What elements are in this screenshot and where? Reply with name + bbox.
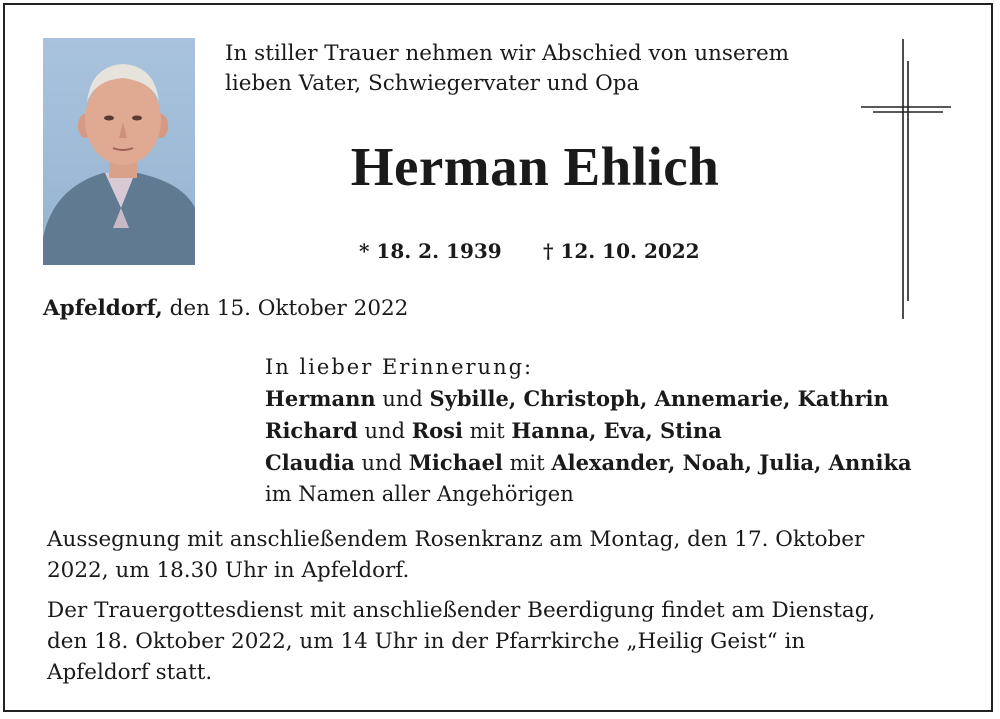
text-line: 2022, um 18.30 Uhr in Apfeldorf. (47, 558, 410, 583)
connector: mit (462, 419, 512, 443)
mourner-name: Hermann (265, 386, 376, 411)
cross-icon (857, 39, 957, 323)
intro-text (225, 39, 865, 99)
obituary-notice (3, 3, 993, 712)
mourners-list (265, 352, 985, 510)
intro-line: In stiller Trauer nehmen wir Abschied von unserem (225, 41, 790, 66)
mourner-name: Rosi (411, 418, 463, 443)
place-town: Apfeldorf, (43, 296, 163, 321)
place-date (43, 296, 408, 321)
portrait-figure (43, 38, 195, 265)
mourner-name: Richard (265, 418, 358, 443)
mourner-name: Claudia (265, 450, 355, 475)
place-date-text: den 15. Oktober 2022 (162, 296, 409, 321)
connector: mit (502, 451, 552, 475)
intro-line: lieben Vater, Schwiegervater und Opa (225, 71, 640, 96)
portrait-photo (43, 38, 195, 265)
funeral-service-text (47, 595, 967, 688)
blessing-service-text (47, 524, 967, 586)
text-line: Apfeldorf statt. (47, 660, 213, 685)
mourners-line (265, 383, 985, 415)
deceased-name: Herman Ehlich (350, 136, 720, 197)
connector: und (354, 451, 409, 475)
text-line: Der Trauergottesdienst mit anschließender Beerdigung findet am Dienstag, (47, 598, 876, 623)
mourners-line (265, 415, 985, 447)
memory-heading: In lieber Erinnerung: (265, 355, 534, 379)
mourner-name: Sybille, Christoph, Annemarie, Kathrin (429, 386, 889, 411)
text-line: Aussegnung mit anschließendem Rosenkranz am Montag, den 17. Oktober (47, 527, 865, 552)
mourners-line (265, 447, 985, 479)
connector: und (375, 387, 430, 411)
mourner-name: Alexander, Noah, Julia, Annika (551, 450, 912, 475)
connector: und (357, 419, 412, 443)
mourner-name: Hanna, Eva, Stina (511, 418, 722, 443)
mourner-name: Michael (408, 450, 503, 475)
text-line: den 18. Oktober 2022, um 14 Uhr in der Pfarrkirche „Heilig Geist“ in (47, 629, 806, 654)
death-date: † 12. 10. 2022 (543, 239, 700, 263)
mourners-closing: im Namen aller Angehörigen (265, 482, 574, 506)
birth-date: * 18. 2. 1939 (359, 239, 502, 263)
